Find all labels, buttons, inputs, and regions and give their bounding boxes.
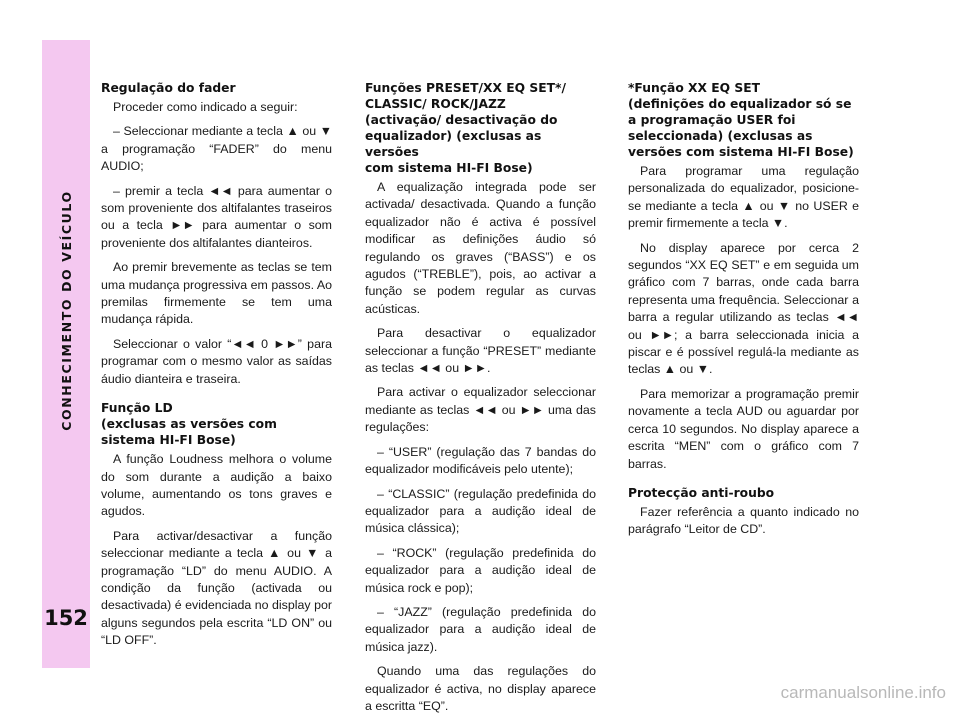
column-2 bbox=[365, 80, 596, 722]
paragraph: – “USER” (regulação das 7 bandas do equalizador modificáveis pelo utente); bbox=[365, 444, 596, 477]
paragraph: Proceder como indicado a seguir: bbox=[113, 100, 298, 114]
section-title: CONHECIMENTO DO VEÍCULO bbox=[58, 189, 74, 431]
paragraph: A função Loudness melhora o volume do som durante a audição a baixo volume, aumentando os tons graves e agudos. bbox=[101, 452, 332, 519]
column-3 bbox=[628, 80, 859, 546]
paragraph: – Seleccionar mediante a tecla ▲ ou ▼ a programação “FADER” do menu AUDIO; bbox=[101, 124, 332, 174]
column-1 bbox=[101, 80, 332, 657]
paragraph: – “CLASSIC” (regulação predefinida do equalizador para a audição ideal de música clássica); bbox=[365, 486, 596, 536]
paragraph: Seleccionar o valor “◄◄ 0 ►►” para programar com o mesmo valor as saídas áudio dianteira e traseira. bbox=[101, 336, 332, 386]
paragraph: Fazer referência a quanto indicado no parágrafo “Leitor de CD”. bbox=[628, 504, 859, 537]
paragraph: Para activar/desactivar a função seleccionar mediante a tecla ▲ ou ▼ a programação “LD” do menu AUDIO. A condição da função (activada ou desactivada) é evidenciada no display por alguns segundos pela escrita “LD ON” ou “LD OFF”. bbox=[101, 528, 332, 648]
paragraph: A equalização integrada pode ser activada/ desactivada. Quando a função equalizador não é activa é possível modificar as definições áudio só regulando os graves (“BASS”) e os agudos (“TREBLE”), pois, ao activar a função se podem regular as curvas acústicas. bbox=[365, 180, 596, 316]
paragraph: Ao premir brevemente as teclas se tem uma mudança progressiva em passos. Ao premilas firmemente se tem uma mudança rápida. bbox=[101, 260, 332, 327]
paragraph: Quando uma das regulações do equalizador é activa, no display aparece a escritta “EQ”. bbox=[365, 664, 596, 713]
page-number: 152 bbox=[44, 606, 88, 630]
watermark: carmanualsonline.info bbox=[780, 683, 946, 702]
paragraph: – “JAZZ” (regulação predefinida do equalizador para a audição ideal de música jazz). bbox=[365, 604, 596, 654]
heading-ld: Função LD (exclusas as versões com sistema HI-FI Bose) bbox=[101, 401, 277, 448]
heading-fader: Regulação do fader bbox=[101, 81, 236, 95]
paragraph: No display aparece por cerca 2 segundos “XX EQ SET” e em seguida um gráfico com 7 barras, onde cada barra representa uma frequência. Seleccionar a barra a regular utilizando as teclas ◄◄ ou ►►; a barra seleccionada inicia a piscar e é possível regulá-la mediante as teclas ▲ ou ▼. bbox=[628, 240, 859, 377]
paragraph: – “ROCK” (regulação predefinida do equalizador para a audição ideal de música rock e pop); bbox=[365, 545, 596, 595]
paragraph: – premir a tecla ◄◄ para aumentar o som proveniente dos altifalantes traseiros ou a tecla ►► para aumentar o som proveniente dos altifalantes dianteiros. bbox=[101, 183, 332, 250]
paragraph: Para memorizar a programação premir novamente a tecla AUD ou aguardar por cerca 10 segundos. No display aparece a escrita “MEN” com o gráfico com 7 barras. bbox=[628, 386, 859, 471]
paragraph: Para programar uma regulação personalizada do equalizador, posicione-se mediante a tecla ▲ ou ▼ no USER e premir firmemente a tecla ▼. bbox=[628, 164, 859, 231]
paragraph: Para desactivar o equalizador seleccionar a função “PRESET” mediante as teclas ◄◄ ou ►►. bbox=[365, 326, 596, 376]
heading-preset: Funções PRESET/XX EQ SET*/ CLASSIC/ ROCK/JAZZ (activação/ desactivação do equalizador) (exclusas as versões com sistema HI-FI Bose) bbox=[365, 81, 566, 175]
heading-anti-theft: Protecção anti-roubo bbox=[628, 485, 775, 500]
heading-eq-set: *Função XX EQ SET (definições do equalizador só se a programação USER foi seleccionada) (exclusas as versões com sistema HI-FI Bose) bbox=[628, 81, 854, 159]
paragraph: Para activar o equalizador seleccionar mediante as teclas ◄◄ ou ►► uma das regulações: bbox=[365, 385, 596, 435]
